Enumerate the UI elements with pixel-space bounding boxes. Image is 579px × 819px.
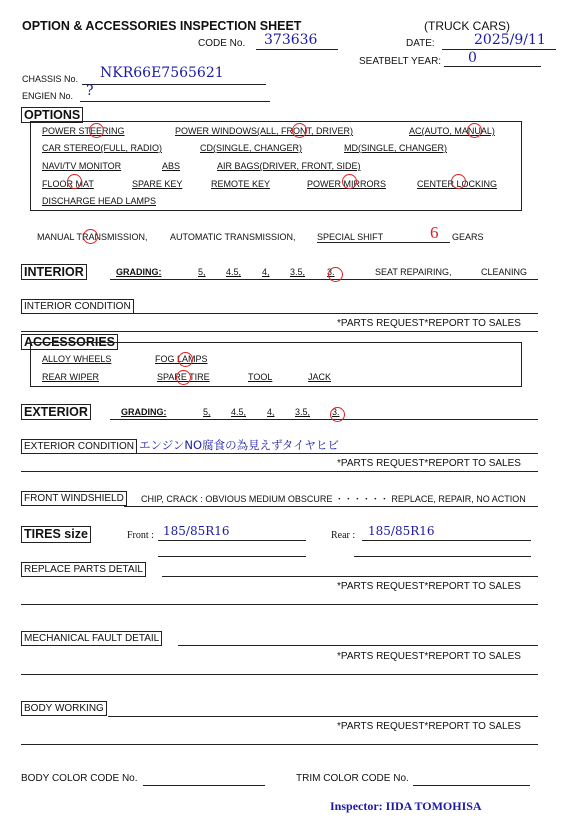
interior-grade-3: 3. bbox=[327, 267, 335, 277]
option-floor-mat: FLOOR MAT bbox=[42, 179, 94, 189]
interior-title: INTERIOR bbox=[21, 264, 87, 280]
engine-label: ENGIEN No. bbox=[22, 91, 74, 101]
interior-grade-3-5: 3.5, bbox=[290, 267, 306, 277]
option-power-windows: POWER WINDOWS(ALL, FRONT, DRIVER) bbox=[175, 126, 354, 136]
seatbelt-value: 0 bbox=[468, 50, 477, 66]
windshield-options: CHIP, CRACK : OBVIOUS MEDIUM OBSCURE ・・・・・・ REPLACE, REPAIR, NO ACTION bbox=[141, 494, 526, 504]
tires-front-label: Front : bbox=[127, 530, 154, 541]
option-spare-key: SPARE KEY bbox=[132, 179, 183, 189]
check-circle-mark bbox=[330, 407, 345, 422]
mechanical-fault-label: MECHANICAL FAULT DETAIL bbox=[21, 631, 162, 646]
interior-grade-4: 4, bbox=[262, 267, 270, 277]
exterior-grade-4: 4, bbox=[267, 407, 275, 417]
exterior-grade-3-5: 3.5, bbox=[295, 407, 311, 417]
accessory-fog-lamps: FOG LAMPS bbox=[155, 354, 208, 364]
check-circle-mark bbox=[176, 370, 191, 385]
body-color-label: BODY COLOR CODE No. bbox=[21, 773, 138, 784]
cleaning: CLEANING bbox=[481, 267, 528, 277]
exterior-title: EXTERIOR bbox=[21, 404, 91, 420]
accessory-rear-wiper: REAR WIPER bbox=[42, 372, 100, 382]
special-shift: SPECIAL SHIFT bbox=[317, 232, 384, 242]
manual-transmission: MANUAL TRANSMISSION, bbox=[37, 232, 148, 242]
options-title: OPTIONS bbox=[21, 107, 83, 123]
exterior-condition-label: EXTERIOR CONDITION bbox=[21, 439, 137, 454]
interior-grading-label: GRADING: bbox=[116, 267, 162, 277]
trim-color-label: TRIM COLOR CODE No. bbox=[296, 773, 409, 784]
date-value: 2025/9/11 bbox=[474, 32, 546, 48]
check-circle-mark bbox=[328, 267, 343, 282]
chassis-value: NKR66E7565621 bbox=[100, 65, 224, 81]
option-remote-key: REMOTE KEY bbox=[211, 179, 271, 189]
check-circle-mark bbox=[67, 174, 82, 189]
option-navi: NAVI/TV MONITOR bbox=[42, 161, 122, 171]
interior-condition-label: INTERIOR CONDITION bbox=[21, 299, 134, 314]
code-value: 373636 bbox=[264, 32, 318, 48]
exterior-grade-3: 3. bbox=[332, 407, 340, 417]
chassis-label: CHASSIS No. bbox=[22, 74, 79, 84]
option-discharge-head-lamps: DISCHARGE HEAD LAMPS bbox=[42, 196, 157, 206]
gears-value: 6 bbox=[430, 223, 439, 242]
replace-parts-label: REPLACE PARTS DETAIL bbox=[21, 562, 146, 577]
accessory-tool: TOOL bbox=[248, 372, 273, 382]
inspector-name: Inspector: IIDA TOMOHISA bbox=[330, 799, 482, 813]
option-airbags: AIR BAGS(DRIVER, FRONT, SIDE) bbox=[217, 161, 361, 171]
accessory-spare-tire: SPARE TIRE bbox=[157, 372, 210, 382]
accessory-alloy-wheels: ALLOY WHEELS bbox=[42, 354, 112, 364]
tires-rear-value: 185/85R16 bbox=[368, 524, 435, 538]
body-working-label: BODY WORKING bbox=[21, 701, 107, 716]
check-circle-mark bbox=[467, 123, 482, 138]
exterior-condition-value: エンジンNO腐食の為見えずタイヤヒビ bbox=[139, 438, 340, 452]
vehicle-type: (TRUCK CARS) bbox=[424, 19, 510, 33]
interior-grade-5: 5, bbox=[198, 267, 206, 277]
check-circle-mark bbox=[83, 229, 98, 244]
exterior-grade-4-5: 4.5, bbox=[231, 407, 247, 417]
windshield-label: FRONT WINDSHIELD bbox=[21, 491, 127, 506]
check-circle-mark bbox=[451, 174, 466, 189]
exterior-grading-label: GRADING: bbox=[121, 407, 167, 417]
interior-parts-request: *PARTS REQUEST*REPORT TO SALES bbox=[337, 318, 521, 329]
option-ac: AC(AUTO, MANUAL) bbox=[409, 126, 495, 136]
exterior-grade-5: 5, bbox=[203, 407, 211, 417]
body-working-parts-request: *PARTS REQUEST*REPORT TO SALES bbox=[337, 721, 521, 732]
option-abs: ABS bbox=[162, 161, 181, 171]
check-circle-mark bbox=[342, 174, 357, 189]
gears-label: GEARS bbox=[452, 232, 484, 242]
mechanical-parts-request: *PARTS REQUEST*REPORT TO SALES bbox=[337, 651, 521, 662]
accessory-jack: JACK bbox=[308, 372, 332, 382]
seat-repairing: SEAT REPAIRING, bbox=[375, 267, 452, 277]
option-power-steering: POWER STEERING bbox=[42, 126, 125, 136]
date-label: DATE: bbox=[406, 38, 435, 49]
check-circle-mark bbox=[178, 352, 193, 367]
check-circle-mark bbox=[292, 123, 307, 138]
automatic-transmission: AUTOMATIC TRANSMISSION, bbox=[170, 232, 296, 242]
option-car-stereo: CAR STEREO(FULL, RADIO) bbox=[42, 143, 163, 153]
tires-label: TIRES size bbox=[21, 526, 91, 543]
tires-rear-label: Rear : bbox=[331, 530, 356, 541]
tires-front-value: 185/85R16 bbox=[163, 524, 230, 538]
interior-grade-4-5: 4.5, bbox=[226, 267, 242, 277]
option-power-mirrors: POWER MIRRORS bbox=[307, 179, 387, 189]
accessories-title: ACCESSORIES bbox=[21, 334, 118, 350]
option-center-locking: CENTER LOCKING bbox=[417, 179, 498, 189]
check-circle-mark bbox=[89, 123, 104, 138]
replace-parts-request: *PARTS REQUEST*REPORT TO SALES bbox=[337, 581, 521, 592]
exterior-parts-request: *PARTS REQUEST*REPORT TO SALES bbox=[337, 458, 521, 469]
option-md: MD(SINGLE, CHANGER) bbox=[344, 143, 448, 153]
seatbelt-label: SEATBELT YEAR: bbox=[359, 56, 442, 67]
option-cd: CD(SINGLE, CHANGER) bbox=[200, 143, 303, 153]
code-label: CODE No. bbox=[198, 38, 246, 49]
engine-value: ? bbox=[86, 83, 94, 99]
sheet-title: OPTION & ACCESSORIES INSPECTION SHEET bbox=[22, 19, 302, 33]
